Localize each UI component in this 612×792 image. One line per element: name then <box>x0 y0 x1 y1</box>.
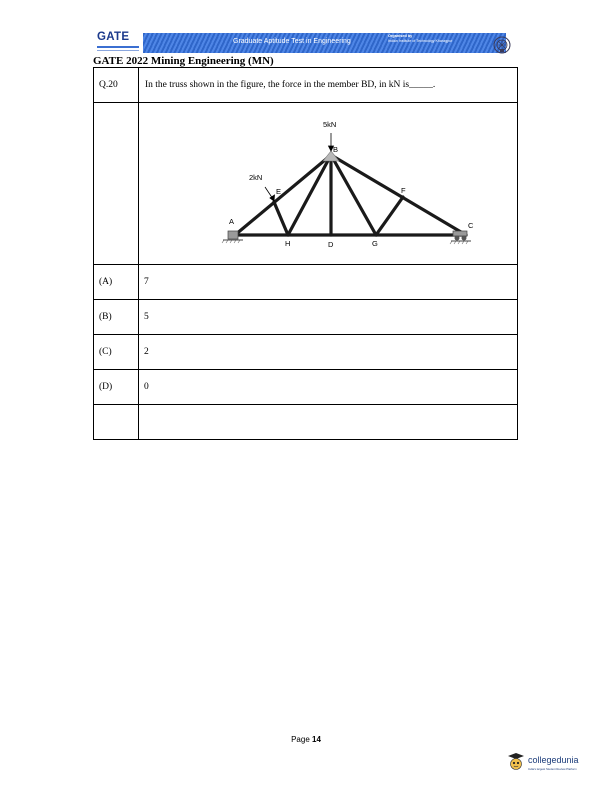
page-number-value: 14 <box>312 735 321 744</box>
node-label-g: G <box>372 239 378 248</box>
truss-figure <box>139 103 517 264</box>
option-label: (D) <box>94 370 139 405</box>
graduate-mascot-icon <box>507 752 525 772</box>
node-label-h: H <box>285 239 291 248</box>
question-row <box>94 68 518 103</box>
option-value: 7 <box>139 265 518 300</box>
collegedunia-logo <box>507 752 587 774</box>
option-label: (B) <box>94 300 139 335</box>
option-value: 2 <box>139 335 518 370</box>
option-row-b <box>94 300 518 335</box>
header-banner <box>93 32 518 54</box>
brand-name: collegedunia <box>528 755 579 765</box>
organizer-block <box>388 34 452 44</box>
member-eh <box>274 202 288 235</box>
brand-tagline: India's largest Student Review Platform <box>528 767 577 771</box>
figure-cell <box>139 103 518 265</box>
node-label-b: B <box>333 145 339 154</box>
figure-row <box>94 103 518 265</box>
node-label-c: C <box>468 221 474 230</box>
option-value: 5 <box>139 300 518 335</box>
organized-by-label: Organised by <box>388 34 413 38</box>
option-label: (A) <box>94 265 139 300</box>
banner-strip <box>143 33 506 53</box>
node-label-e: E <box>276 187 282 196</box>
option-value: 0 <box>139 370 518 405</box>
roller-support-icon <box>450 231 471 244</box>
iit-emblem-icon <box>493 36 511 54</box>
option-row-d <box>94 370 518 405</box>
truss-diagram <box>139 103 523 264</box>
node-label-f: F <box>401 186 406 195</box>
load-label-e: 2kN <box>249 173 263 182</box>
banner-title: Graduate Aptitude Test in Engineering <box>233 38 351 45</box>
member-fg <box>376 197 403 235</box>
option-row-c <box>94 335 518 370</box>
gate-logo-text: GATE <box>97 31 130 43</box>
empty-row <box>94 405 518 440</box>
member-bc <box>331 155 466 235</box>
page-number <box>0 735 612 744</box>
question-text: In the truss shown in the figure, the force in the member BD, in kN is_____. <box>139 68 518 103</box>
page-label: Page <box>291 735 310 744</box>
load-label-b: 5kN <box>323 120 337 129</box>
institute-name: Indian Institute of Technology Kharagpur <box>388 39 453 43</box>
question-number: Q.20 <box>94 68 139 103</box>
node-label-d: D <box>328 240 334 249</box>
option-row-a <box>94 265 518 300</box>
document-title: GATE 2022 Mining Engineering (MN) <box>93 55 274 67</box>
member-bh <box>288 155 331 235</box>
option-label: (C) <box>94 335 139 370</box>
question-table <box>93 67 518 440</box>
gate-logo <box>97 32 141 54</box>
node-label-a: A <box>229 217 235 226</box>
